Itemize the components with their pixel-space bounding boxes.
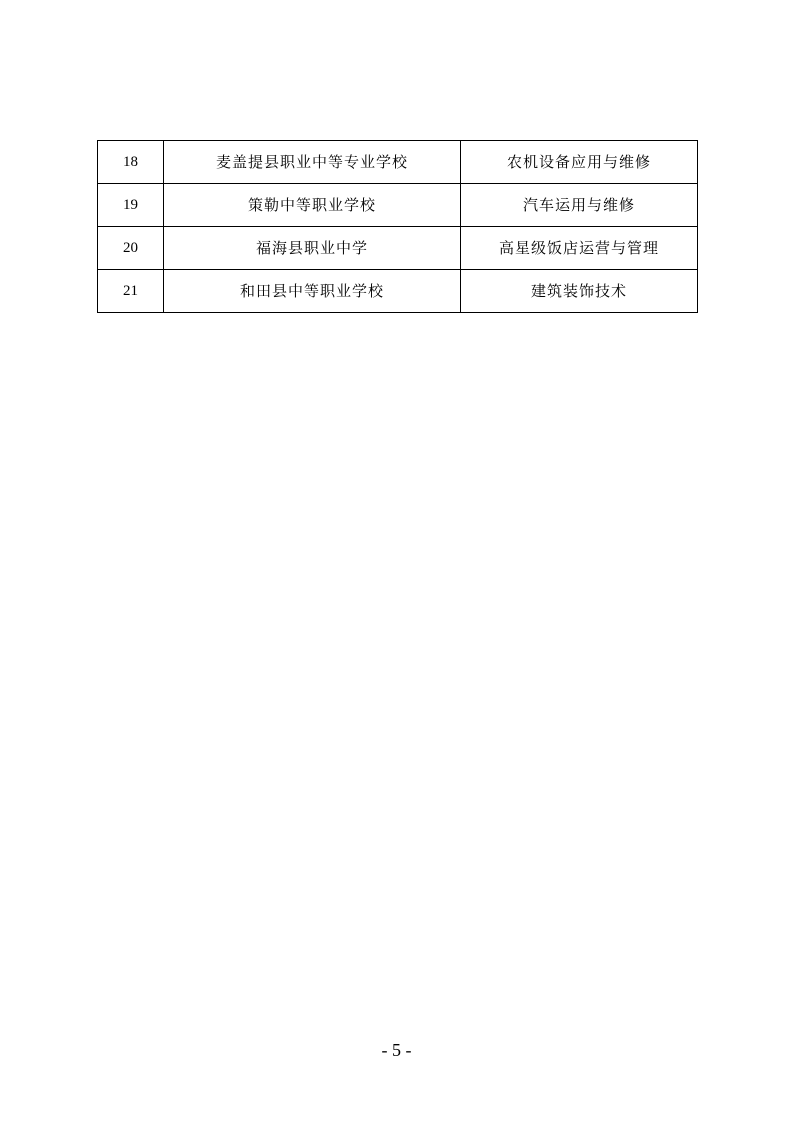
major-name-cell: 汽车运用与维修 bbox=[461, 184, 698, 227]
table-row bbox=[98, 184, 698, 227]
table-row bbox=[98, 141, 698, 184]
school-name-cell: 麦盖提县职业中等专业学校 bbox=[164, 141, 461, 184]
school-name-cell: 福海县职业中学 bbox=[164, 227, 461, 270]
school-name-cell: 和田县中等职业学校 bbox=[164, 270, 461, 313]
major-name-cell: 建筑装饰技术 bbox=[461, 270, 698, 313]
major-name-cell: 高星级饭店运营与管理 bbox=[461, 227, 698, 270]
row-number-cell: 20 bbox=[98, 227, 164, 270]
row-number-cell: 18 bbox=[98, 141, 164, 184]
row-number-cell: 19 bbox=[98, 184, 164, 227]
school-name-cell: 策勒中等职业学校 bbox=[164, 184, 461, 227]
page-number: - 5 - bbox=[381, 1040, 412, 1060]
table-row bbox=[98, 270, 698, 313]
school-major-table bbox=[97, 140, 698, 313]
table-row bbox=[98, 227, 698, 270]
major-name-cell: 农机设备应用与维修 bbox=[461, 141, 698, 184]
row-number-cell: 21 bbox=[98, 270, 164, 313]
